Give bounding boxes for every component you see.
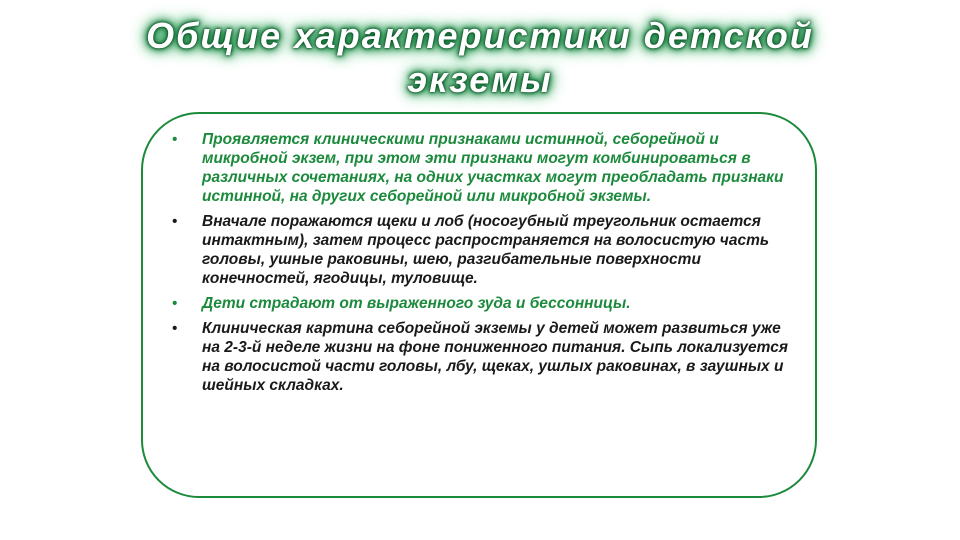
bullet-item-2 xyxy=(172,212,794,288)
bullet-item-4 xyxy=(172,319,794,395)
bullet-text: Вначале поражаются щеки и лоб (носогубный треугольник остается интактным), затем процесс распространяется на волосистую часть головы, ушные раковины, шею, разгибательные поверхности конечностей, ягодицы, туловище. xyxy=(202,213,770,287)
bullet-icon: • xyxy=(172,295,178,312)
slide-title: Общие характеристики детской экземы xyxy=(146,15,814,100)
bullet-item-1 xyxy=(172,130,794,206)
bullet-text: Клиническая картина себорейной экземы у детей может развиться уже на 2-3-й неделе жизни на фоне пониженного питания. Сыпь локализуется на волосистой части головы, лбу, щеках, ушлых раковинах, в заушных и шейных складках. xyxy=(202,320,788,394)
bullet-icon: • xyxy=(172,213,178,230)
bullet-icon: • xyxy=(172,320,178,337)
bullet-list xyxy=(172,130,794,401)
bullet-item-3 xyxy=(172,294,794,313)
bullet-icon: • xyxy=(172,131,178,148)
bullet-text: Дети страдают от выраженного зуда и бессонницы. xyxy=(202,295,631,312)
bullet-text: Проявляется клиническими признаками истинной, себорейной и микробной экзем, при этом эти признаки могут комбинироваться в различных сочетаниях, на одних участках могут преобладать признаки истинной, на других себорейной или микробной экземы. xyxy=(202,131,784,205)
